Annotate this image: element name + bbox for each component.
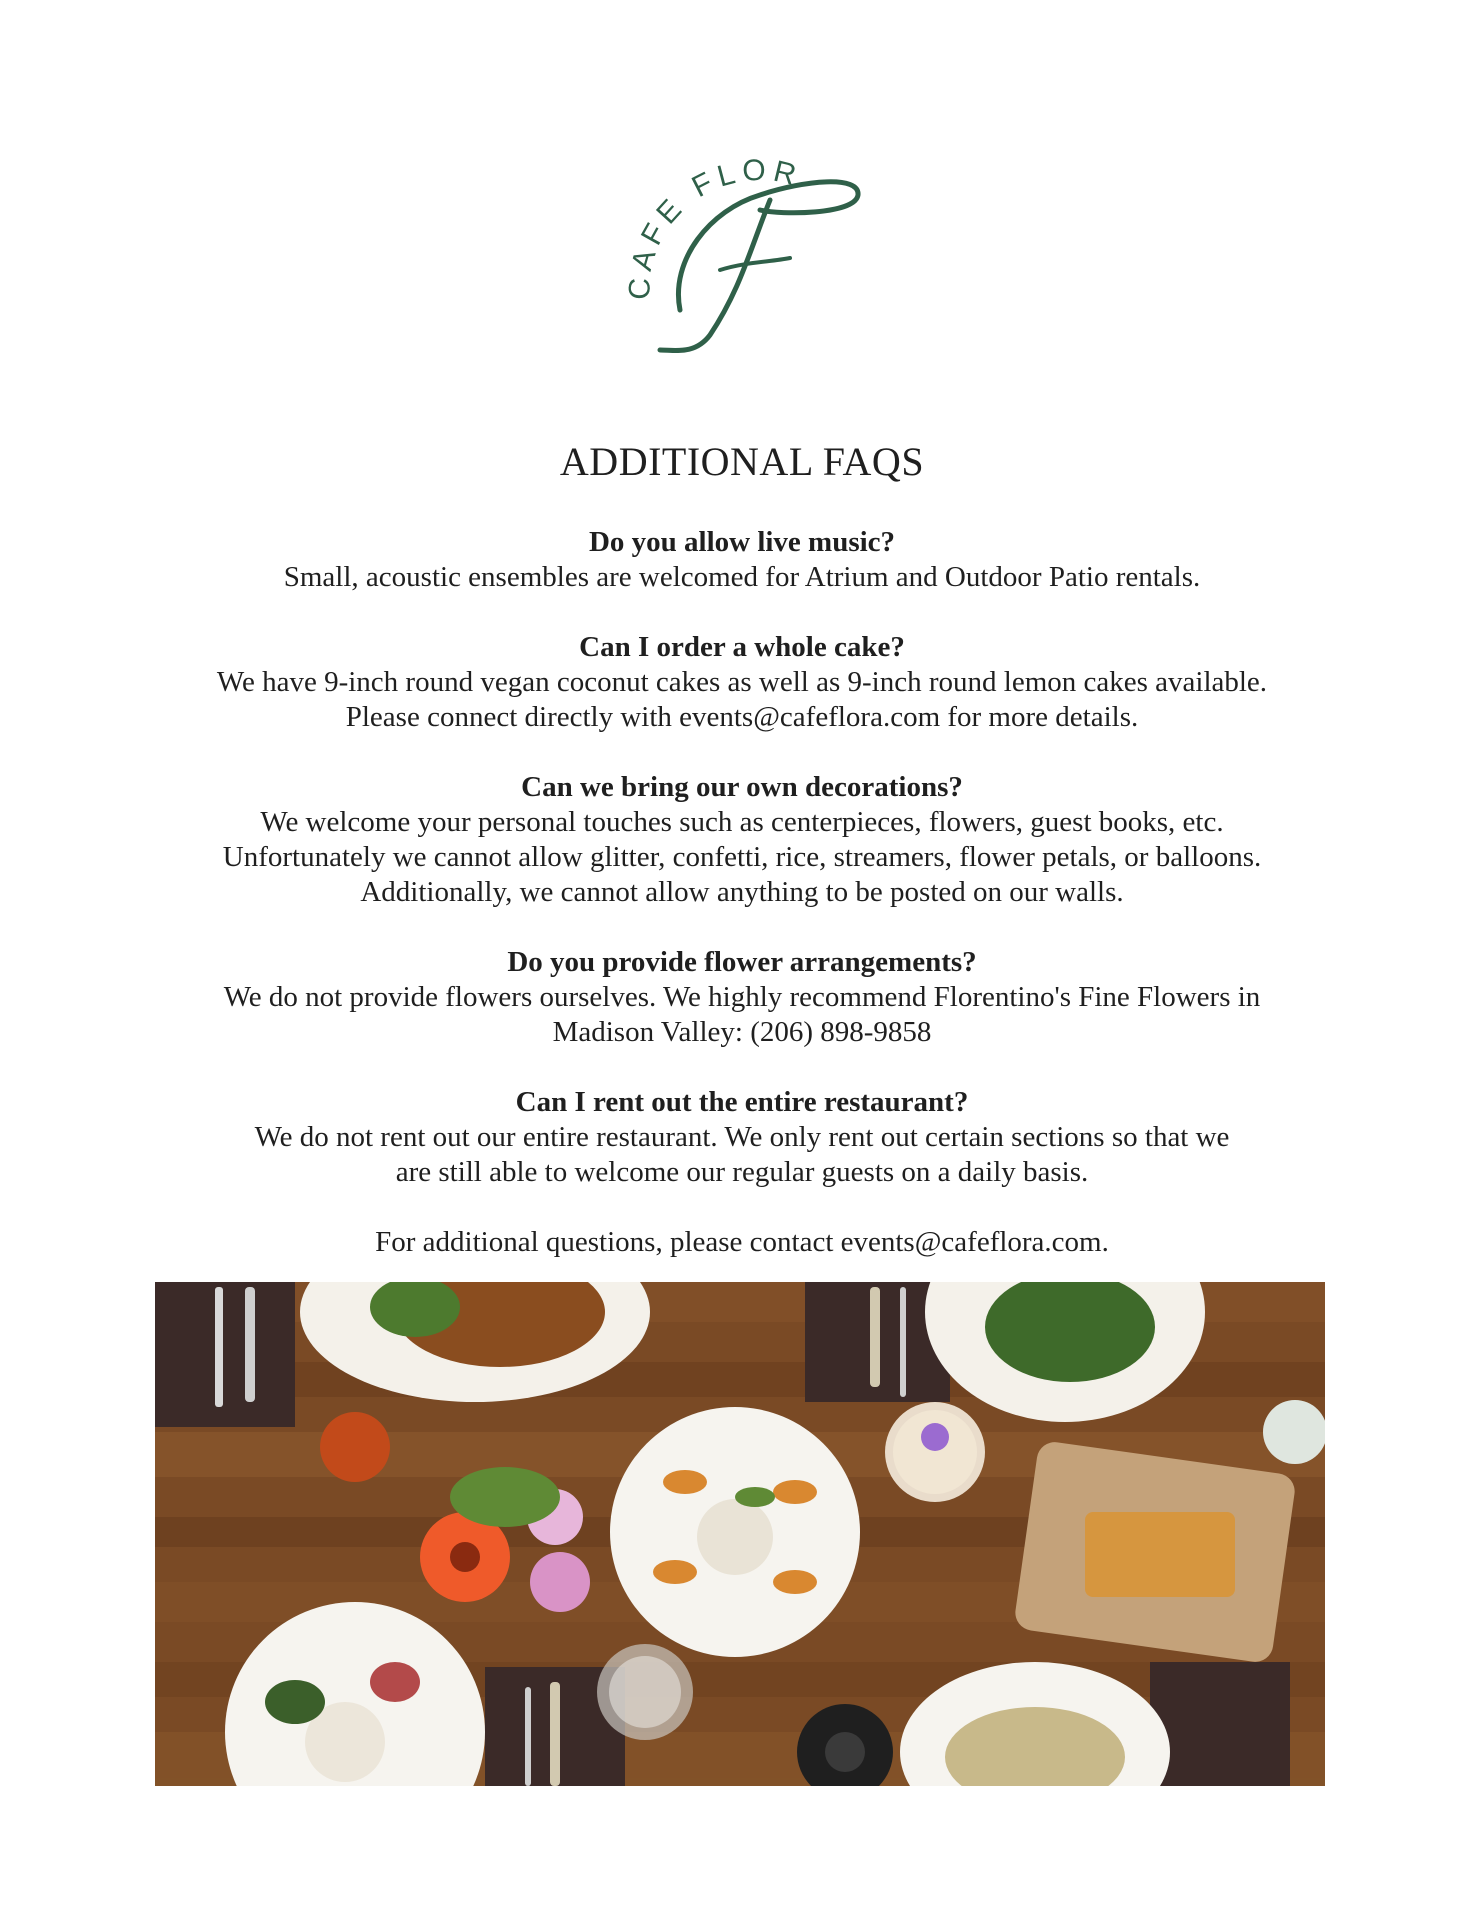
faq-question: Do you provide flower arrangements? (507, 946, 977, 978)
faq-item-whole-cake (0, 630, 1484, 735)
faq-item-decorations (0, 770, 1484, 910)
logo-brand-text: CAFE FLOR (623, 153, 806, 301)
faq-answer-line: Small, acoustic ensembles are welcomed for Atrium and Outdoor Patio rentals. (283, 561, 1201, 593)
faq-answer-line: We welcome your personal touches such as centerpieces, flowers, guest books, etc. (260, 806, 1224, 838)
page-title: ADDITIONAL FAQS (559, 439, 925, 484)
faq-question: Do you allow live music? (588, 526, 896, 558)
faq-answer-line: Please connect directly with events@cafeflora.com for more details. (345, 701, 1139, 733)
faq-item-flower-arrangements (0, 945, 1484, 1050)
faq-question: Can I order a whole cake? (579, 631, 905, 663)
faq-question: Can I rent out the entire restaurant? (515, 1086, 969, 1118)
faq-answer-line: We have 9-inch round vegan coconut cakes as well as 9-inch round lemon cakes available. (216, 666, 1268, 698)
table-spread-illustration (155, 1282, 1325, 1786)
faq-answer-line: Madison Valley: (206) 898-9858 (552, 1016, 932, 1048)
faq-question: Can we bring our own decorations? (521, 771, 963, 803)
faq-answer-line: are still able to welcome our regular guests on a daily basis. (395, 1156, 1089, 1188)
faq-item-live-music (0, 525, 1484, 595)
faq-answer-line: We do not rent out our entire restaurant. We only rent out certain sections so that we (254, 1121, 1230, 1153)
faq-answer-line: Additionally, we cannot allow anything to be posted on our walls. (360, 876, 1124, 908)
food-table-photo (155, 1282, 1325, 1786)
closing-contact-line: For additional questions, please contact events@cafeflora.com. (375, 1226, 1109, 1258)
faq-answer-line: Unfortunately we cannot allow glitter, confetti, rice, streamers, flower petals, or balloons. (222, 841, 1262, 873)
faq-list (0, 525, 1484, 1260)
cafe-flora-logo (620, 140, 870, 360)
logo-mark (620, 140, 870, 360)
faq-item-entire-restaurant (0, 1085, 1484, 1190)
faq-answer-line: We do not provide flowers ourselves. We highly recommend Florentino's Fine Flowers in (223, 981, 1261, 1013)
